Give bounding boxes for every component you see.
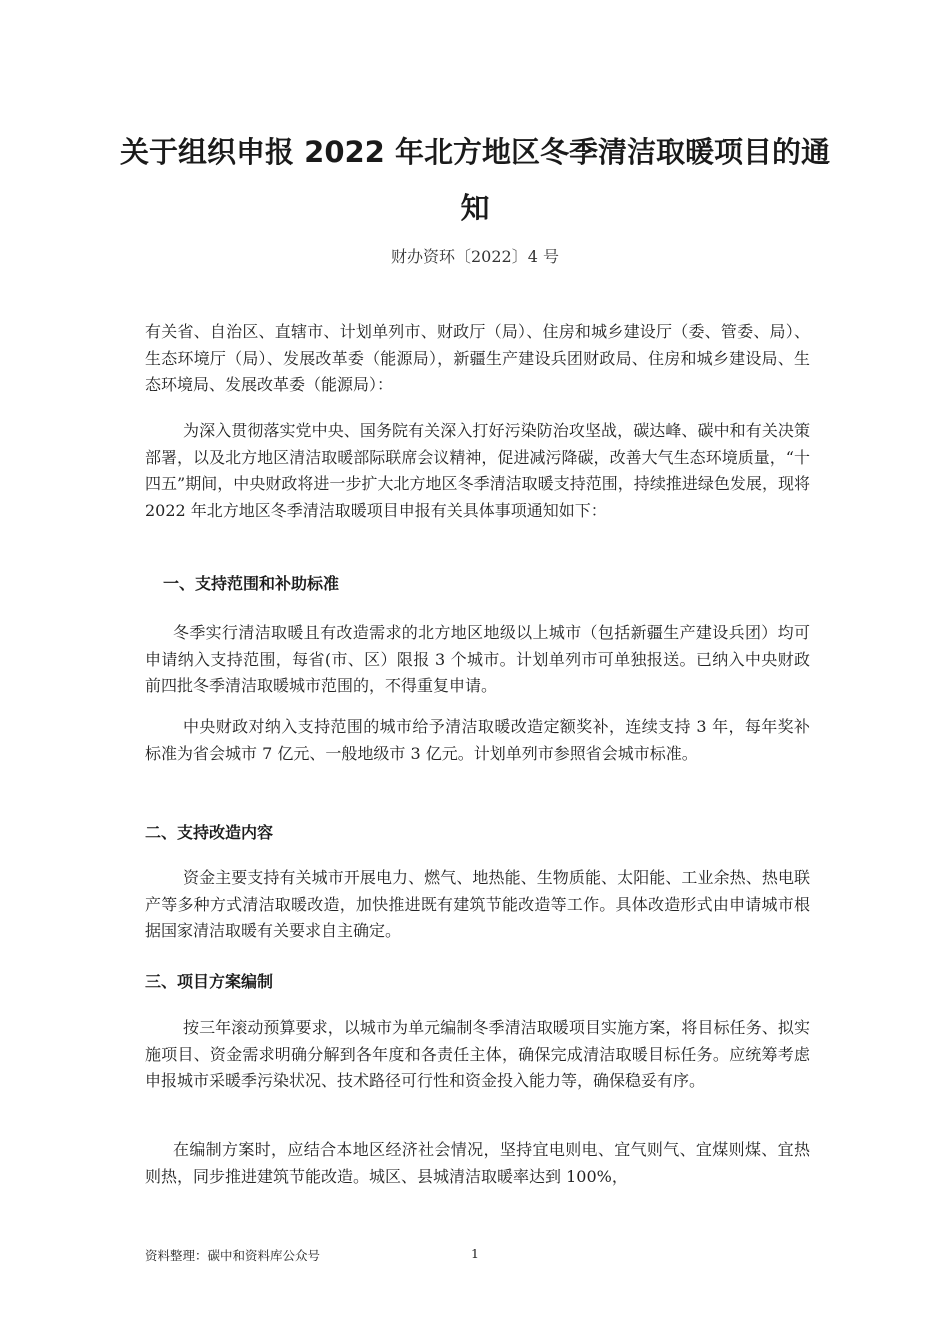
- section-1-paragraph-2: 中央财政对纳入支持范围的城市给予清洁取暖改造定额奖补，连续支持 3 年，每年奖补标准为省会城市 7 亿元、一般地级市 3 亿元。计划单列市参照省会城市标准。: [145, 717, 810, 763]
- section-3-paragraph-2: 在编制方案时，应结合本地区经济社会情况，坚持宜电则电、宜气则气、宜煤则煤、宜热则热，同步推进建筑节能改造。城区、县城清洁取暖率达到 100%，: [145, 1140, 810, 1186]
- addressee-paragraph: 有关省、自治区、直辖市、计划单列市、财政厅（局）、住房和城乡建设厅（委、管委、局）、生态环境厅（局）、发展改革委（能源局），新疆生产建设兵团财政局、住房和城乡建设局、生态环境局、发展改革委（能源局）：: [145, 322, 810, 394]
- section-heading-3: 三、项目方案编制: [145, 972, 274, 991]
- section-1-paragraph-1: 冬季实行清洁取暖且有改造需求的北方地区地级以上城市（包括新疆生产建设兵团）均可申请纳入支持范围，每省(市、区）限报 3 个城市。计划单列市可单独报送。已纳入中央财政前四批冬季清洁取暖城市范围的，不得重复申请。: [145, 623, 810, 695]
- section-2-paragraph-1: 资金主要支持有关城市开展电力、燃气、地热能、生物质能、太阳能、工业余热、热电联产等多种方式清洁取暖改造，加快推进既有建筑节能改造等工作。具体改造形式由申请城市根据国家清洁取暖有关要求自主确定。: [145, 868, 810, 940]
- document-title: 关于组织申报 2022 年北方地区冬季清洁取暖项目的通知: [120, 135, 830, 225]
- page-number: 1: [471, 1246, 479, 1261]
- section-heading-1: 一、支持范围和补助标准: [163, 574, 340, 593]
- document-number: 财办资环〔2022〕4 号: [391, 247, 559, 266]
- intro-paragraph: 为深入贯彻落实党中央、国务院有关深入打好污染防治攻坚战，碳达峰、碳中和有关决策部署，以及北方地区清洁取暖部际联席会议精神，促进减污降碳，改善大气生态环境质量，“十四五”期间，中央财政将进一步扩大北方地区冬季清洁取暖支持范围，持续推进绿色发展，现将 2022 年北方地区冬季清洁取暖项目申报有关具体事项通知如下：: [145, 421, 810, 520]
- footer-source: 资料整理：碳中和资料库公众号: [145, 1248, 321, 1263]
- section-heading-2: 二、支持改造内容: [145, 823, 274, 842]
- section-3-paragraph-1: 按三年滚动预算要求，以城市为单元编制冬季清洁取暖项目实施方案，将目标任务、拟实施项目、资金需求明确分解到各年度和各责任主体，确保完成清洁取暖目标任务。应统筹考虑申报城市采暖季污染状况、技术路径可行性和资金投入能力等，确保稳妥有序。: [145, 1018, 810, 1090]
